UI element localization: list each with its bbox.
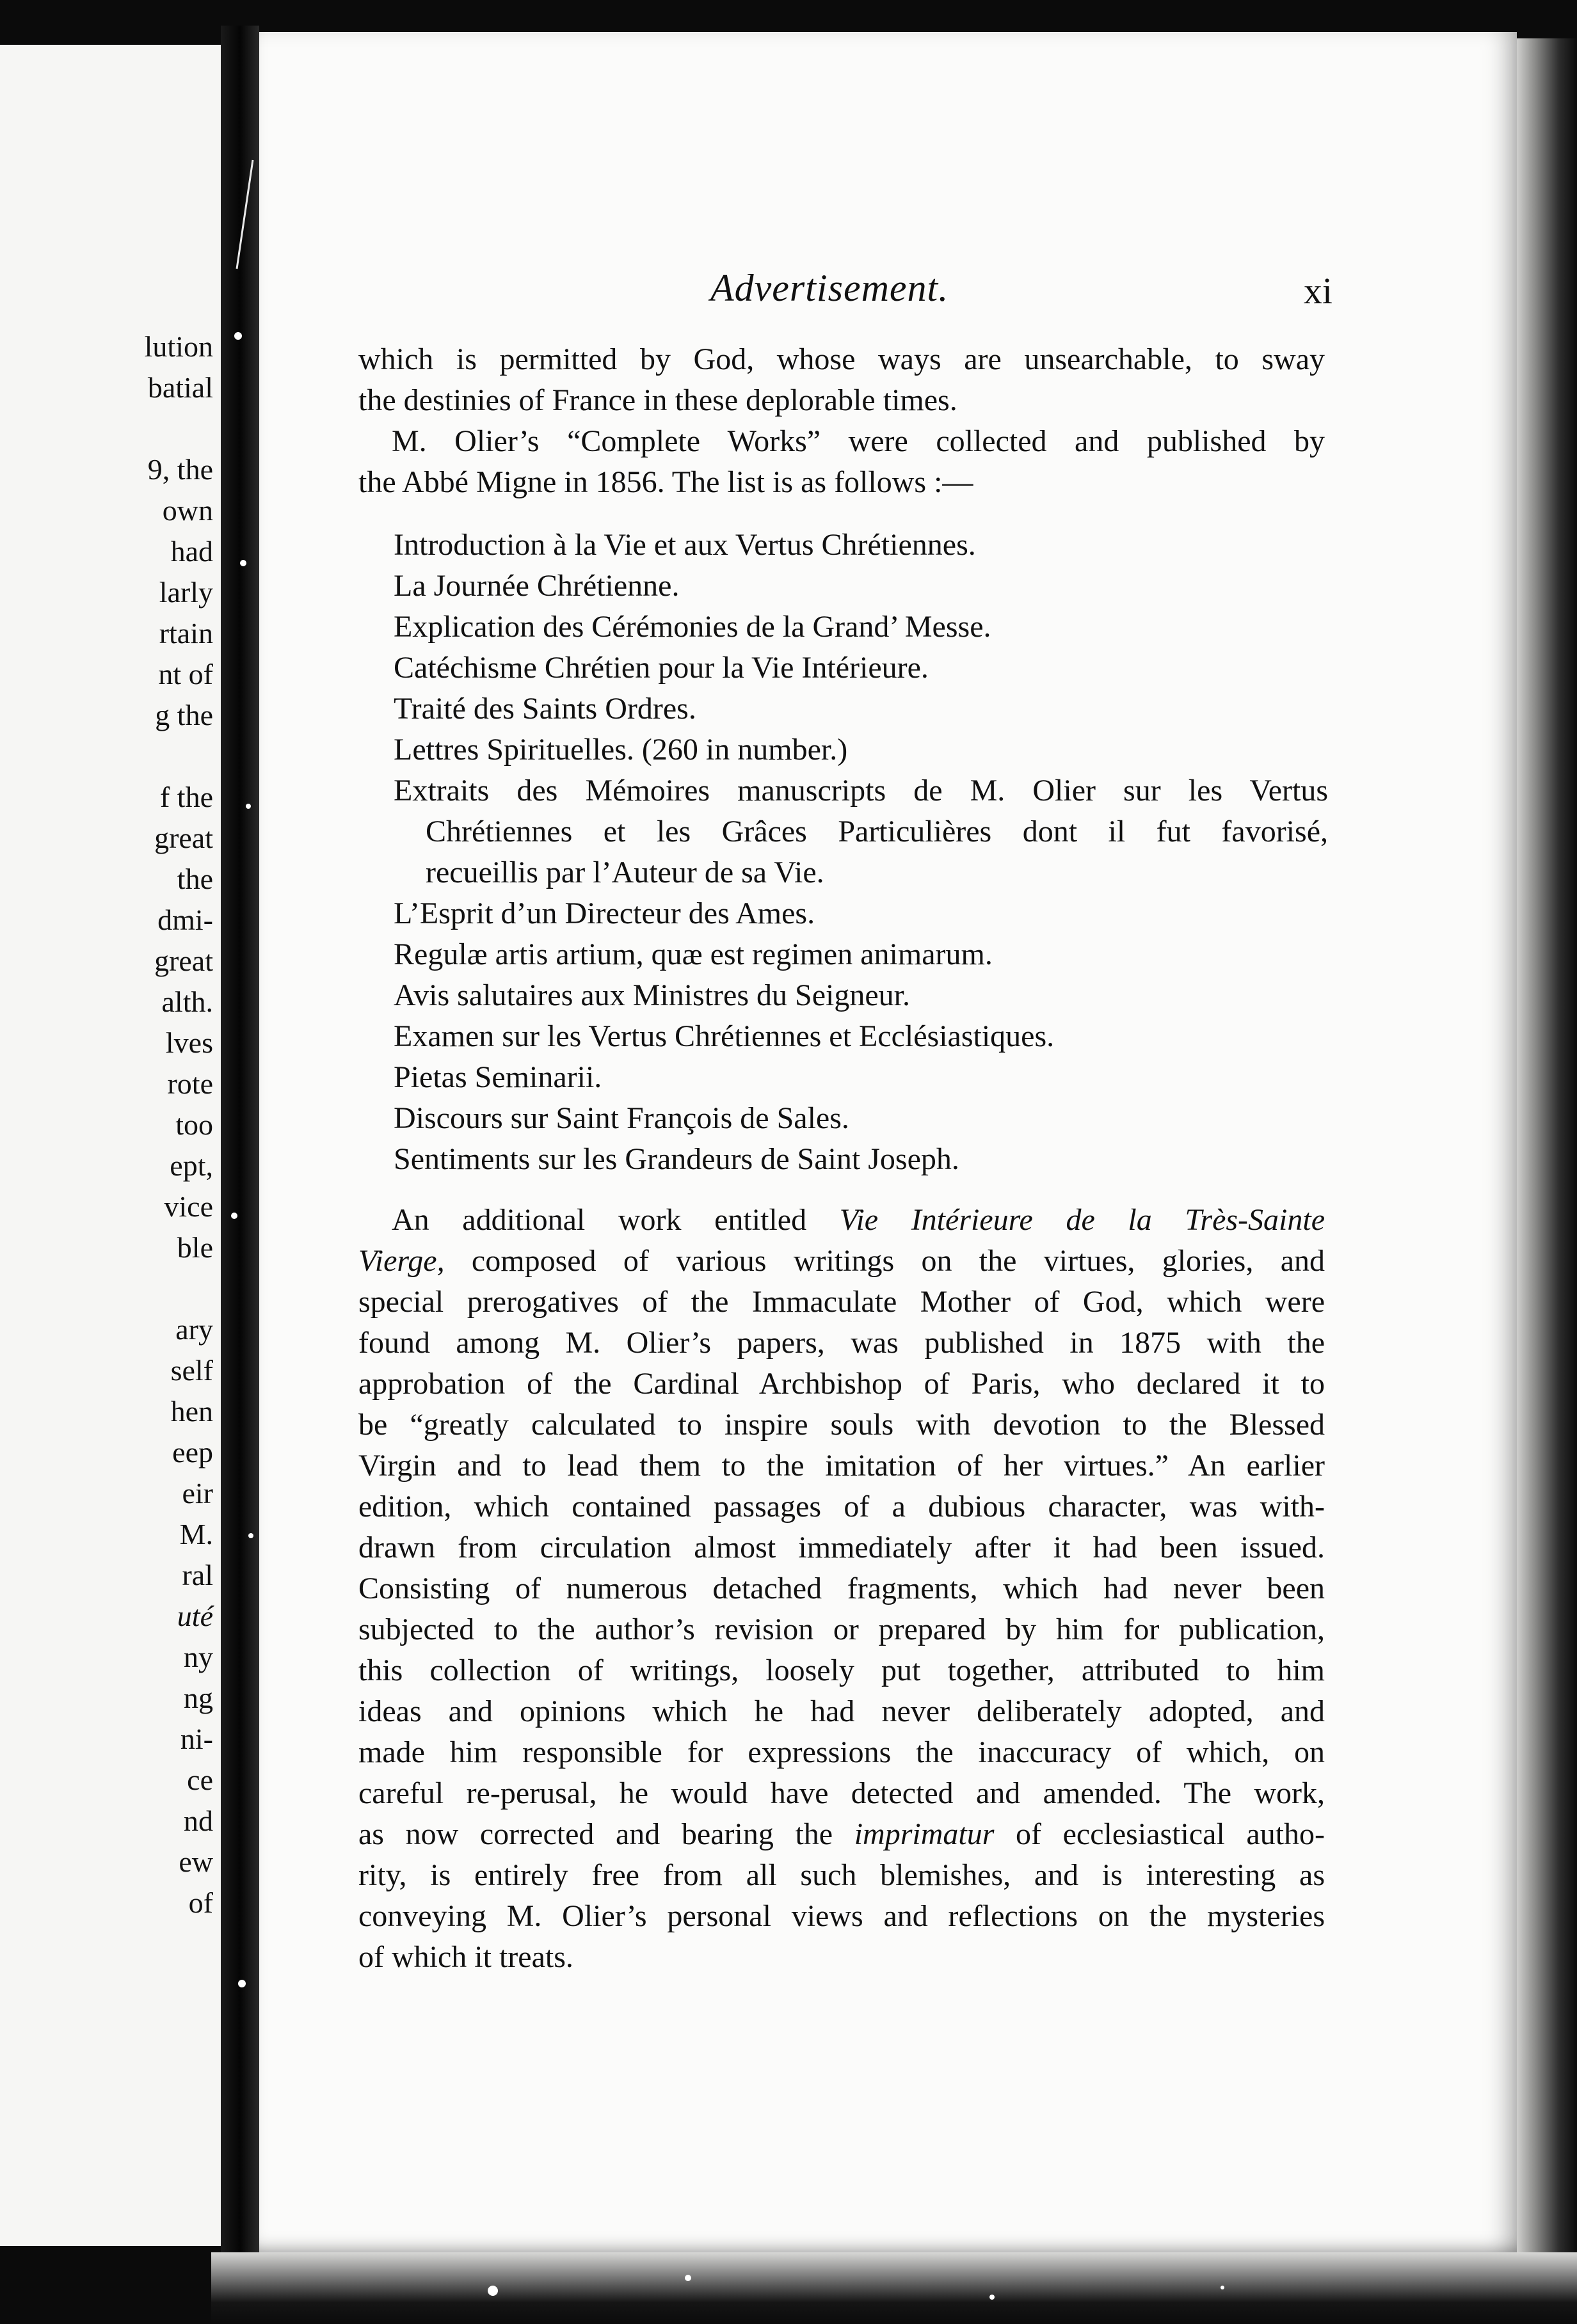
running-title: Advertisement. [710,267,949,309]
left-page-fragment [0,1432,221,1473]
left-page-fragment-text: eir [182,1477,213,1509]
left-page-fragment-text: ary [175,1313,213,1346]
left-page-fragment [0,1104,221,1145]
left-page-fragment-text: lution [144,330,213,363]
left-page-fragment [0,1514,221,1555]
left-page-fragment-text: great [154,822,213,854]
left-page-fragment-text: own [162,494,213,527]
text-line [358,1814,1325,1855]
text-run: as now corrected and bearing the [358,1817,854,1851]
left-page-fragment [0,982,221,1023]
left-page-fragment-text: larly [159,576,213,609]
left-page-fragment [0,1719,221,1760]
text-line: M. Olier’s “Complete Works” were collected and published by [392,424,1325,458]
left-page-fragment [0,1760,221,1801]
text-line [358,1200,1325,1241]
list-item-continuation: recueillis par l’Auteur de sa Vie. [426,856,824,889]
left-page-fragment [0,1473,221,1514]
left-page-fragment-text: of [188,1886,213,1919]
page-edge-right [1517,38,1577,2265]
list-item: Regulæ artis artium, quæ est regimen animarum. [394,937,993,971]
left-page-fragment [0,1186,221,1227]
left-page-fragment [0,900,221,941]
left-page-fragment-text: eep [172,1436,213,1468]
left-page-fragment-text: ew [179,1845,213,1878]
left-page-fragment [0,1555,221,1596]
left-page-fragment-text: hen [170,1395,213,1428]
list-item: Catéchisme Chrétien pour la Vie Intérieure. [394,651,929,685]
page-edge-bottom [211,2252,1577,2324]
text-line: of which it treats. [358,1940,573,1974]
text-line: made him responsible for expressions the inaccuracy of which, on [358,1735,1325,1769]
list-item: Examen sur les Vertus Chrétiennes et Ecclésiastiques. [394,1019,1055,1053]
text-line: ideas and opinions which he had never deliberately adopted, and [358,1694,1325,1728]
imprimatur-term: imprimatur [854,1817,995,1851]
left-page-fragment-text: ng [184,1682,213,1714]
left-page-fragment [0,1023,221,1063]
left-page-fragment [0,449,221,490]
left-page-fragment [0,1882,221,1923]
left-page-fragment [0,1801,221,1842]
list-item: Lettres Spirituelles. (260 in number.) [394,733,848,767]
left-page-fragment [0,818,221,859]
list-item: L’Esprit d’un Directeur des Ames. [394,896,815,930]
list-item: Explication des Cérémonies de la Grand’ Messe. [394,610,991,644]
left-page-fragment-text: had [170,535,213,568]
left-page-fragment-text: rote [167,1067,213,1100]
list-item: Traité des Saints Ordres. [394,692,696,726]
left-page-fragment [0,1063,221,1104]
text-line: special prerogatives of the Immaculate Mother of God, which were [358,1285,1325,1319]
left-page-fragment [0,695,221,736]
left-page-fragment-text: ny [184,1641,213,1673]
work-title: Vierge, [358,1244,445,1278]
list-item: Introduction à la Vie et aux Vertus Chrétiennes. [394,528,976,562]
left-page-fragment-text: great [154,944,213,977]
text-line: rity, is entirely free from all such blemishes, and is interesting as [358,1858,1325,1892]
left-page-fragment [0,1145,221,1186]
text-line: drawn from circulation almost immediately after it had been issued. [358,1531,1325,1564]
text-line: careful re-perusal, he would have detected and amended. The work, [358,1776,1325,1810]
work-title: Vie Intérieure de la Très-Sainte [839,1203,1325,1237]
text-line: edition, which contained passages of a dubious character, was with- [358,1490,1325,1524]
list-item: Discours sur Saint François de Sales. [394,1101,849,1135]
left-page-fragment [0,531,221,572]
left-page-fragment-text: rtain [159,617,213,649]
book-gutter [221,26,259,2278]
text-line: conveying M. Olier’s personal views and reflections on the mysteries [358,1899,1325,1933]
left-page-fragment [0,941,221,982]
left-page-fragment [0,1268,221,1309]
left-page-fragment [0,408,221,449]
page-number: xi [1303,270,1333,312]
text-line: approbation of the Cardinal Archbishop of Paris, who declared it to [358,1367,1325,1401]
left-page-fragment-text: vice [164,1190,213,1223]
text-run: An additional work entitled [392,1203,840,1237]
left-page-fragment-text: f the [159,781,213,813]
left-facing-page [0,45,221,2246]
text-line: Consisting of numerous detached fragments, which had never been [358,1572,1325,1605]
left-page-fragment-text: ept, [170,1149,213,1182]
text-run: of ecclesiastical autho- [994,1817,1325,1851]
left-page-fragment [0,736,221,777]
left-page-fragment-text: dmi- [157,903,213,936]
left-page-fragment-text: nt of [158,658,213,690]
text-line: found among M. Olier’s papers, was published in 1875 with the [358,1326,1325,1360]
left-page-fragment [0,1227,221,1268]
left-page-fragment [0,613,221,654]
left-page-fragment-text: M. [179,1518,213,1550]
paragraph-continuation [358,339,1325,421]
left-page-fragment [0,367,221,408]
left-page-fragment [0,859,221,900]
left-page-fragment [0,777,221,818]
left-page-fragment-text: alth. [161,985,213,1018]
left-page-fragment-text: too [175,1108,213,1141]
left-page-fragment [0,1637,221,1678]
text-line: be “greatly calculated to inspire souls with devotion to the Blessed [358,1408,1325,1442]
left-page-fragment-text: ni- [180,1723,213,1755]
left-page-fragment-text: ble [177,1231,213,1264]
left-page-fragment-text: lves [165,1026,213,1059]
list-item: Extraits des Mémoires manuscripts de M. Olier sur les Vertus [394,774,1328,808]
left-page-fragment [0,490,221,531]
works-list [394,525,1328,1180]
left-page-fragment-text: g the [155,699,213,731]
text-line: Virgin and to lead them to the imitation of her virtues.” An earlier [358,1449,1325,1483]
text-line [358,1241,1325,1282]
left-page-fragment [0,654,221,695]
left-page-fragment-text: uté [177,1600,213,1632]
left-page-fragment-text: ce [187,1763,213,1796]
left-page-fragment-text: ral [182,1559,213,1591]
text-line: which is permitted by God, whose ways are unsearchable, to sway [358,342,1325,376]
left-page-fragment-text: nd [184,1804,213,1837]
list-item: Sentiments sur les Grandeurs de Saint Joseph. [394,1142,959,1176]
list-item: La Journée Chrétienne. [394,569,680,603]
text-run: composed of various writings on the virtues, glories, and [444,1244,1325,1278]
text-line: the destinies of France in these deplorable times. [358,383,957,417]
left-page-fragment [0,326,221,367]
left-page-fragment [0,1678,221,1719]
left-page-fragment [0,1391,221,1432]
paragraph-vie-interieure [358,1200,1325,1978]
text-line: subjected to the author’s revision or prepared by him for publication, [358,1612,1325,1646]
left-page-fragment-text: the [177,863,213,895]
left-page-fragment [0,1842,221,1882]
list-item: Avis salutaires aux Ministres du Seigneur. [394,978,910,1012]
left-page-fragment-text: 9, the [147,453,213,486]
list-item-continuation: Chrétiennes et les Grâces Particulières dont il fut favorisé, [426,815,1328,848]
left-page-fragment [0,1309,221,1350]
text-line: the Abbé Migne in 1856. The list is as follows :— [358,465,973,499]
left-page-fragment-text: batial [147,371,213,404]
left-page-fragment [0,1350,221,1391]
left-page-fragment-text: self [170,1354,213,1387]
left-page-fragment [0,572,221,613]
text-line: this collection of writings, loosely put together, attributed to him [358,1653,1325,1687]
left-page-fragment [0,1596,221,1637]
paragraph-complete-works [358,421,1325,503]
list-item: Pietas Seminarii. [394,1060,602,1094]
